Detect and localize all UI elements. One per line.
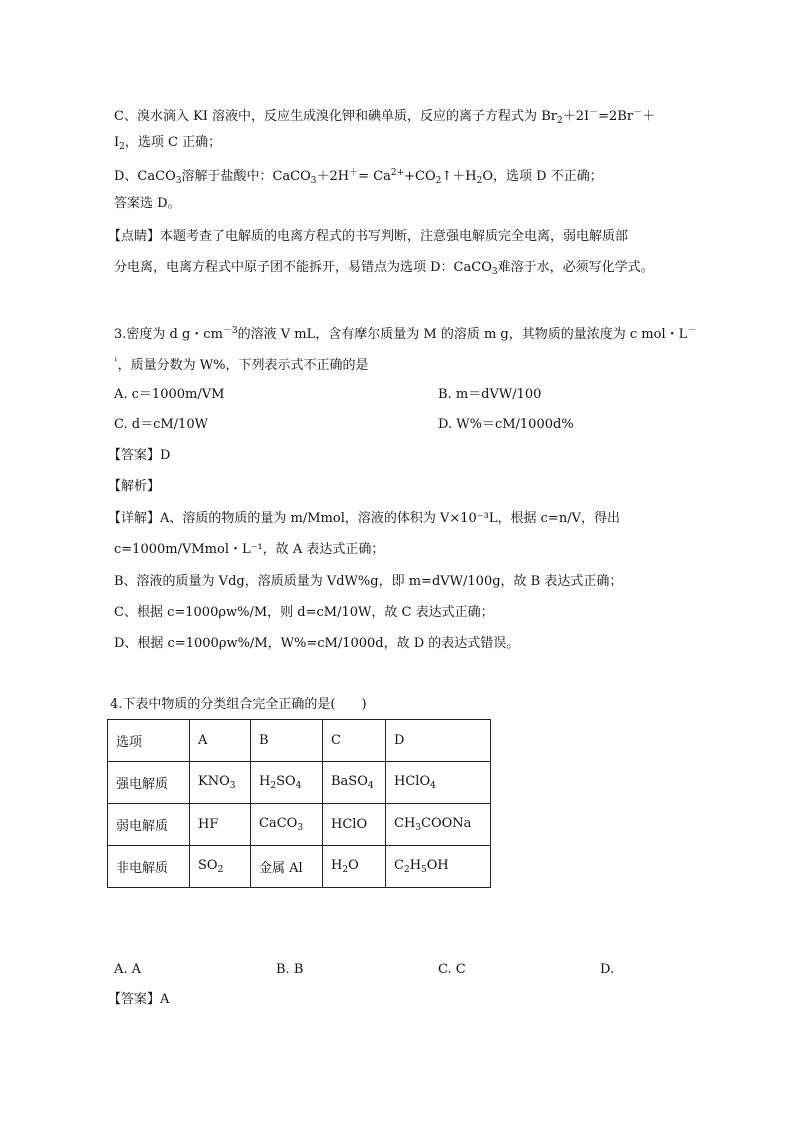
table-cell: CaCO$_3$ xyxy=(251,804,323,846)
q4-option-a: A. A xyxy=(114,962,142,977)
table-cell: $SO_2$ xyxy=(190,846,251,888)
q3-option-b: B. m＝dVW/100 xyxy=(438,387,542,402)
table-cell: HClO xyxy=(323,804,386,846)
q4-stem: 4.下表中物质的分类组合完全正确的是( ) xyxy=(110,697,367,712)
table-row xyxy=(108,720,491,762)
table-header-cell: C xyxy=(323,720,386,762)
table-cell: 金属 Al xyxy=(251,846,323,888)
table-cell: $H_2SO_4$ xyxy=(251,762,323,804)
q3-stem-line2: $^{^1}$，质量分数为 W%，下列表示式不正确的是 xyxy=(114,357,369,373)
q3-detail-line1: 【详解】A、溶质的物质的量为 m/Mmol，溶液的体积为 V×10⁻³L，根据 c=n/V，得出 xyxy=(108,511,620,526)
table-header-cell: A xyxy=(190,720,251,762)
note-line2: 分电离，电离方程式中原子团不能拆开，易错点为选项 D：CaCO$_3$难溶于水，必须写化学式。 xyxy=(114,260,654,277)
q3-answer: 【答案】D xyxy=(108,448,171,463)
q3-detail-line3: B、溶液的质量为 Vdg，溶质质量为 VdW%g，即 m=dVW/100g，故 B 表达式正确； xyxy=(114,574,623,589)
q4-option-d: D. xyxy=(600,962,615,977)
answer-line: 答案选 D。 xyxy=(114,196,181,211)
q3-option-a: A. c＝1000m/VM xyxy=(114,387,225,402)
q3-analysis-title: 【解析】 xyxy=(108,479,161,494)
row-label-weak: 弱电解质 xyxy=(108,804,190,846)
note-line1: 【点睛】本题考查了电解质的电离方程式的书写判断，注意强电解质完全电离，弱电解质部 xyxy=(108,229,629,244)
table-cell: $CH_3COONa$ xyxy=(386,804,491,846)
table-cell: $H_2O$ xyxy=(323,846,386,888)
q3-detail-line2: c=1000m/VMmol・L⁻¹，故 A 表达式正确； xyxy=(114,542,385,557)
classification-table xyxy=(107,719,491,888)
q3-detail-line5: D、根据 c=1000ρw%/M，W%=cM/1000d，故 D 的表达式错误。 xyxy=(114,636,520,651)
q3-option-d: D. W%＝cM/1000d% xyxy=(438,417,574,432)
option-d-explanation: D、CaCO$_3$溶解于盐酸中：CaCO$_3$＋2H＋= $Ca^{2+}+CO_2↑+H_2O$，选项 D 不正确； xyxy=(114,168,603,186)
q3-stem-line1: 3.密度为 d g・$cm^{-3}$的溶液 V mL，含有摩尔质量为 M 的溶质 m g，其物质的量浓度为 c mol・L－ xyxy=(114,326,697,342)
q3-detail-line4: C、根据 c=1000ρw%/M，则 d=cM/10W，故 C 表达式正确； xyxy=(114,605,494,620)
table-cell: BaSO$_4$ xyxy=(323,762,386,804)
table-header-cell: B xyxy=(251,720,323,762)
q4-option-b: B. B xyxy=(276,962,304,977)
table-row xyxy=(108,762,491,804)
row-label-non: 非电解质 xyxy=(108,846,190,888)
q4-option-c: C. C xyxy=(438,962,466,977)
table-cell: HF xyxy=(190,804,251,846)
q3-option-c: C. d＝cM/10W xyxy=(114,417,208,432)
table-cell: $KNO_3$ xyxy=(190,762,251,804)
q4-answer: 【答案】A xyxy=(108,992,170,1007)
table-header-cell: 选项 xyxy=(108,720,190,762)
option-c-explanation-line2: $I_2$，选项 C 正确； xyxy=(114,135,222,152)
table-header-cell: D xyxy=(386,720,491,762)
option-c-explanation-line1: C、溴水滴入 KI 溶液中，反应生成溴化钾和碘单质，反应的离子方程式为 $Br_2+2I^-=2Br^-+$ xyxy=(114,108,656,126)
table-row xyxy=(108,846,491,888)
table-cell: $C_2H_5OH$ xyxy=(386,846,491,888)
table-cell: HClO$_4$ xyxy=(386,762,491,804)
row-label-strong: 强电解质 xyxy=(108,762,190,804)
table-row xyxy=(108,804,491,846)
